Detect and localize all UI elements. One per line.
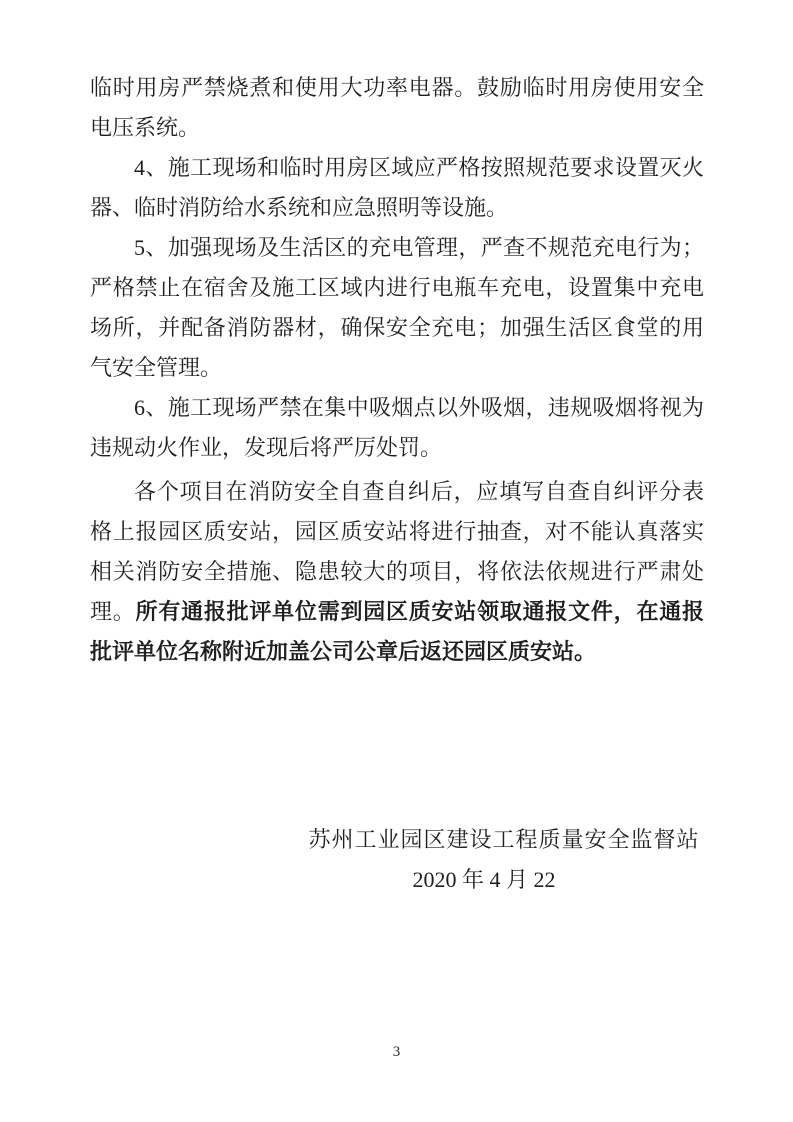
signature-organization: 苏州工业园区建设工程质量安全监督站 xyxy=(308,827,700,852)
closing-normal-text: 各个项目在消防安全自查自纠后，应填写自查自纠评分表格上报园区质安站，园区质安站将进行抽查，对不能认真落实相关消防安全措施、隐患较大的项目，将依法依规进行严肃处理。 xyxy=(90,479,704,624)
closing-bold-directive-text: 所有通报批评单位需到园区质安站领取通报文件，在通报批评单位名称附近加盖公司公章后返还园区质安站。 xyxy=(90,599,704,664)
body-paragraph-closing xyxy=(90,472,704,672)
body-paragraph-item-5: 5、加强现场及生活区的充电管理，严查不规范充电行为；严格禁止在宿舍及施工区域内进行电瓶车充电，设置集中充电场所，并配备消防器材，确保安全充电；加强生活区食堂的用气安全管理。 xyxy=(90,235,704,380)
signature-block xyxy=(304,820,704,900)
signature-date: 2020 年 4 月 22 xyxy=(412,867,556,892)
body-paragraph-item-4: 4、施工现场和临时用房区域应严格按照规范要求设置灭火器、临时消防给水系统和应急照明等设施。 xyxy=(90,155,704,220)
body-paragraph-item-6: 6、施工现场严禁在集中吸烟点以外吸烟，违规吸烟将视为违规动火作业，发现后将严厉处罚。 xyxy=(90,395,704,460)
document-body xyxy=(90,68,704,900)
page-number: 3 xyxy=(392,1044,401,1060)
body-paragraph-continuation: 临时用房严禁烧煮和使用大功率电器。鼓励临时用房使用安全电压系统。 xyxy=(90,75,704,140)
